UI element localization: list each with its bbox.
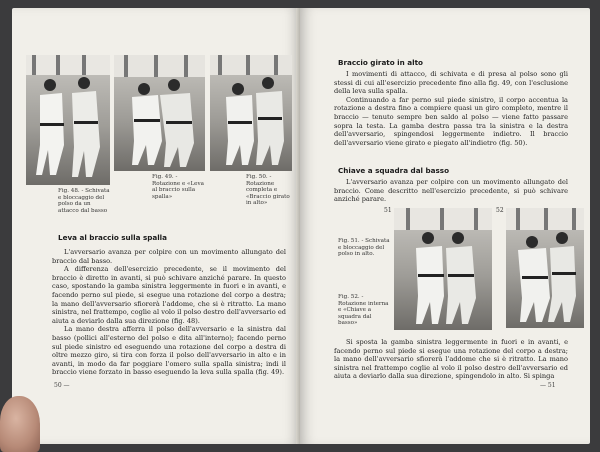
left-page	[12, 8, 300, 444]
paragraph: Continuando a far perno sul piede sinistro, il corpo accentua la rotazione a destra fino a compiere quasi un giro completo, mentre il braccio — tenuto sempre ben saldo al polso — viene fatto passare sopra la testa. La gamba destra passa tra la sinistra e la destra dell'avversario, spingendosi leggermente indietro. Il braccio dell'avversario viene girato e piegato all'indietro (fig. 50).	[334, 95, 568, 147]
photo-fig-51	[394, 208, 492, 330]
right-body-text-2	[334, 178, 568, 204]
figure-marker-52: 52	[496, 207, 504, 214]
figure-marker-51: 51	[384, 207, 392, 214]
caption-fig-52: Fig. 52. - Rotazione interna e «Chiave a squadra dal basso»	[338, 294, 389, 327]
section-heading-braccio: Braccio girato in alto	[338, 58, 423, 67]
paragraph: L'avversario avanza per colpire con un movimento allungato del braccio dal basso.	[52, 248, 286, 265]
caption-fig-48: Fig. 48. - Schivata e bloccaggio del polso da un attacco dal basso	[58, 188, 110, 214]
section-heading-chiave: Chiave a squadra dal basso	[338, 166, 450, 175]
left-body-text	[52, 248, 286, 377]
caption-fig-50: Fig. 50. - Rotazione completa e «Braccio girato in alto»	[246, 174, 290, 207]
paragraph: L'avversario avanza per colpire con un movimento allungato del braccio. Come descritto nell'esercizio precedente, si può schivare anziché parare.	[334, 178, 568, 204]
paragraph: La mano destra afferra il polso dell'avversario e la sinistra dal basso (pollici all'esterno del polso e dita all'interno); facendo perno sul piede sinistro ed eseguendo una rotazione del corpo a destra di oltre mezzo giro, si tira con forza il polso dell'avversario in alto e in avanti, in modo da far poggiare l'omero sulla spalla sinistra; indi il braccio viene forzato in basso eseguendo la leva sulla spalla (fig. 49).	[52, 325, 286, 377]
page-number-right: — 51	[540, 382, 556, 389]
right-body-text-1	[334, 70, 568, 147]
caption-fig-49: Fig. 49. - Rotazione e «Leva al braccio sulla spalla»	[152, 174, 204, 200]
section-heading-leva: Leva al braccio sulla spalla	[58, 233, 167, 242]
photo-fig-48	[26, 55, 110, 185]
caption-fig-51: Fig. 51. - Schivata e bloccaggio del polso in alto.	[338, 238, 390, 258]
paragraph: A differenza dell'esercizio precedente, se il movimento del braccio è diretto in avanti, si può schivare anziché parare. In questo caso, spostando la gamba sinistra leggermente in fuori e in avanti, e facendo perno sul piede, si esegue una rotazione del corpo a destra; la mano dell'avversario sfiorerà l'addome, che si è ritratto. La mano sinistra, nel frattempo, coglie al volo il polso destro dell'avversario ed aiuta a deviarlo dalla sua direzione (fig. 48).	[52, 265, 286, 325]
right-page	[300, 8, 590, 444]
photo-fig-49	[114, 55, 205, 171]
thumb	[0, 396, 40, 452]
page-number-left: 50 —	[54, 382, 70, 389]
photo-fig-52	[506, 208, 584, 328]
right-body-text-3	[334, 338, 568, 381]
paragraph: Si sposta la gamba sinistra leggermente in fuori e in avanti, e facendo perno sul piede si esegue una rotazione del corpo a destra; la mano dell'avversario sfiorerà l'addome che si è ritratto. La mano sinistra nel frattempo coglie al volo il polso destro dell'avversario ed aiuta a deviarlo dalla sua direzione, spingendolo in alto. Si spinga	[334, 338, 568, 381]
paragraph: I movimenti di attacco, di schivata e di presa al polso sono gli stessi di cui all'esercizio precedente fino alla fig. 49, con l'esclusione della leva sulla spalla.	[334, 70, 568, 96]
photo-fig-50	[210, 55, 292, 171]
